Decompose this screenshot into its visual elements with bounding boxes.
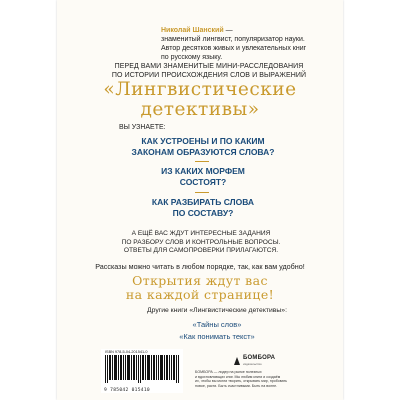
question-3-line-1: КАК РАЗБИРАТЬ СЛОВА [151,197,255,207]
series-title-line-1: «Лингвистические [103,79,297,100]
author-line-4: по русскому языку. [161,54,223,61]
publisher-line-2: и вдохновляющих книг. Мы любим книги и создаём [195,374,281,379]
question-1 [113,136,293,158]
question-2-line-1: ИЗ КАКИХ МОРФЕМ [161,166,245,176]
question-2-line-2: СОСТОЯТ? [179,177,227,187]
publisher-line-3: их, чтобы вы могли творить, открывать мир, пробовать [195,379,288,384]
question-2 [113,166,293,188]
other-book-title: «Как понимать текст» [179,332,255,341]
tasks-text [101,230,301,256]
isbn-text: ISBN 978-5-04-201541-0 [105,350,148,354]
barcode-bars [105,355,179,383]
author-block [161,26,331,62]
barcode [101,349,183,393]
author-line-2: знаменитый лингвист, популяризатор науки. [161,36,305,43]
question-3 [113,197,293,219]
slogan [77,274,323,302]
question-1-line-2: ЗАКОНАМ ОБРАЗУЮТСЯ СЛОВА? [131,147,275,157]
book-back-cover [57,0,343,400]
tasks-line-1: А ЕЩЁ ВАС ЖДУТ ИНТЕРЕСНЫЕ ЗАДАНИЯ [131,230,271,237]
author-name: Николай Шанский [161,27,224,34]
separator-dash [195,192,209,193]
tasks-line-2: ПО РАЗБОРУ СЛОВ И КОНТРОЛЬНЫЕ ВОПРОСЫ. [121,238,281,246]
publisher-blurb [195,370,325,388]
reading-order-note: Рассказы можно читать в любом порядке, так, как вам удобно! [95,262,305,271]
other-books-label: Другие книги «Лингвистические детективы»: [147,307,287,314]
author-line-1 [161,26,331,35]
publisher-line-4: новое, расти. Быть счастливыми. Быть на волне. [195,383,278,388]
ean-number: 9 785042 015410 [104,388,150,393]
bombora-logo-icon [233,356,241,366]
slogan-line-2: на каждой странице! [125,287,275,302]
publisher-line-1: БОМБОРА — лидер на рынке полезных [195,370,262,374]
intro-text [89,62,329,80]
intro-line-2: ПО ИСТОРИИ ПРОИСХОЖДЕНИЯ СЛОВ И ВЫРАЖЕНИЙ [111,72,307,79]
slogan-line-1: Открытия ждут вас [132,273,268,288]
question-3-line-2: ПО СОСТАВУ? [172,208,234,218]
separator-dash [195,161,209,162]
series-title [77,80,323,120]
other-book-title: «Тайны слов» [192,320,242,329]
publisher-logo [233,355,275,369]
author-line-3: Автор десятков живых и увлекательных книг [161,45,307,52]
you-will-learn-label: ВЫ УЗНАЕТЕ: [119,124,166,131]
question-1-line-1: КАК УСТРОЕНЫ И ПО КАКИМ [141,136,265,146]
tasks-line-3: ОТВЕТЫ ДЛЯ САМОПРОВЕРКИ ПРИЛАГАЮТСЯ. [123,247,279,254]
author-dash: — [223,27,233,34]
publisher-logo-sub: издательство [243,362,262,366]
series-title-line-2: детективы» [140,99,260,120]
publisher-logo-name: БОМБОРА [243,355,276,361]
intro-line-1: ПЕРЕД ВАМИ ЗНАМЕНИТЫЕ МИНИ-РАССЛЕДОВАНИЯ [114,63,304,70]
